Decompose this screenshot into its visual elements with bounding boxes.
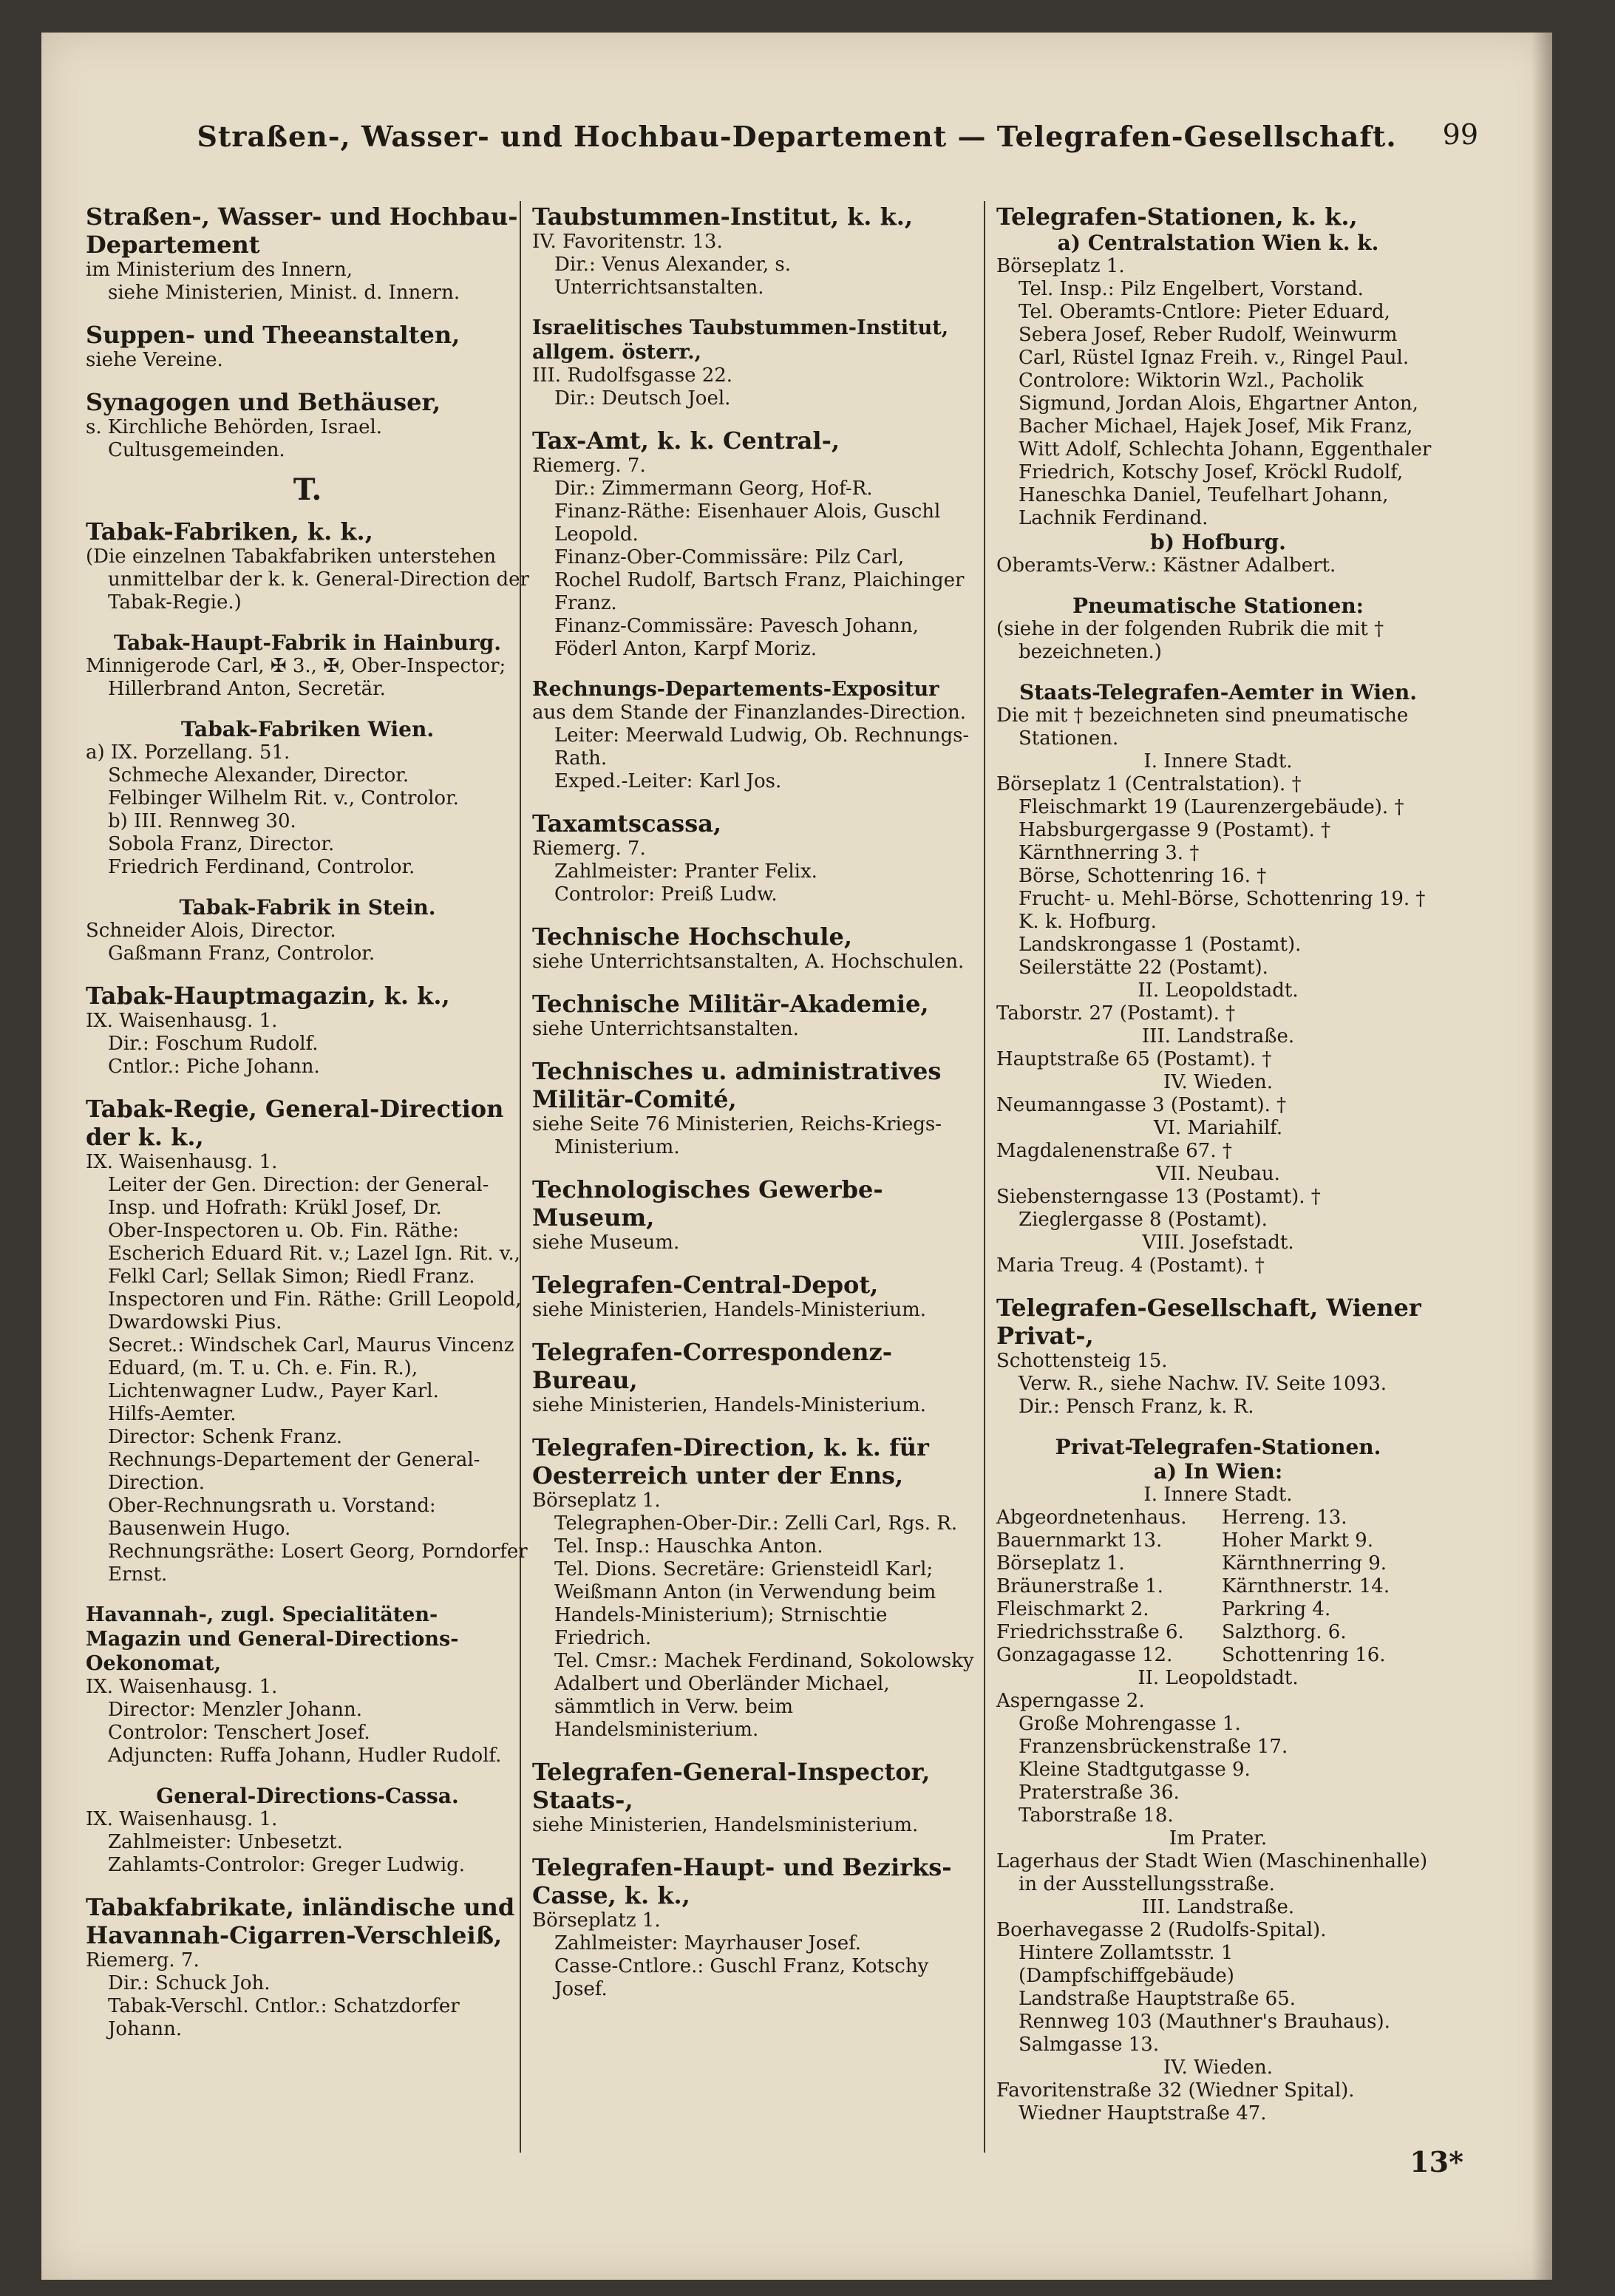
address-list: Magdalenenstraße 67. †	[996, 1140, 1232, 1162]
entry-heading: Taubstummen-Institut, k. k.,	[532, 203, 914, 231]
entry	[996, 1294, 1440, 1419]
entry-heading: Pneumatische Stationen:	[1072, 594, 1364, 618]
district-heading: IV. Wieden.	[1163, 1071, 1274, 1093]
district-heading: I. Innere Stadt.	[1143, 750, 1293, 772]
entry-heading: Telegrafen-General-Inspector, Staats-,	[532, 1758, 931, 1814]
address-item: Kärnthnerstr. 14.	[1222, 1575, 1390, 1597]
entry-text: Schottensteig 15. Verw. R., siehe Nachw. IV. Seite 1093. Dir.: Pensch Franz, k. R.	[996, 1350, 1387, 1418]
address-item: Bauernmarkt 13.	[996, 1529, 1163, 1552]
entry-heading: Technologisches Gewerbe-Museum,	[532, 1175, 883, 1232]
entry-text: Börseplatz 1. Telegraphen-Ober-Dir.: Zelli Carl, Rgs. R. Tel. Insp.: Hauschka Anton. Tel. Dions. Secretäre: Griensteidl Karl; Weißmann Anton (in Verwendung beim Handels-Ministerium); Strnischtie Friedrich. Tel. Cmsr.: Machek Ferdinand, Sokolowsky Adalbert und Oberländer Michael, sämmtlich in Verw. beim Handelsministerium.	[532, 1490, 974, 1741]
district-heading: IV. Wieden.	[1163, 2056, 1274, 2079]
entry-text: Riemerg. 7. Zahlmeister: Pranter Felix. Controlor: Preiß Ludw.	[532, 838, 817, 906]
entry	[532, 809, 976, 906]
entry-heading: Tabakfabrikate, inländische und Havannah-Cigarren-Verschleiß,	[86, 1893, 515, 1949]
entry	[86, 717, 529, 879]
address-list: Börseplatz 1 (Centralstation). † Fleischmarkt 19 (Laurenzergebäude). † Habsburgergasse 9 (Postamt). † Kärnthnerring 3. † Börse, Schottenring 16. † Frucht- u. Mehl-Börse, Schottenring 19. † K. k. Hofburg. Landskrongasse 1 (Postamt). Seilerstätte 22 (Postamt).	[996, 773, 1426, 979]
entry-text: Riemerg. 7. Dir.: Zimmermann Georg, Hof-R. Finanz-Räthe: Eisenhauer Alois, Guschl Leopold. Finanz-Ober-Commissäre: Pilz Carl, Rochel Rudolf, Bartsch Franz, Plaichinger Franz. Finanz-Commissäre: Pavesch Johann, Föderl Anton, Karpf Moriz.	[532, 455, 965, 660]
entry	[86, 517, 529, 614]
entry-text: IV. Favoritenstr. 13. Dir.: Venus Alexander, s. Unterrichtsanstalten.	[532, 231, 792, 299]
entry-text: (siehe in der folgenden Rubrik die mit † bezeichneten.)	[996, 618, 1384, 663]
entry-heading: Technische Hochschule,	[532, 923, 852, 951]
entry	[532, 1175, 976, 1254]
entry-text: siehe Ministerien, Handels-Ministerium.	[532, 1394, 926, 1416]
entry-text: siehe Museum.	[532, 1232, 680, 1254]
entry	[86, 982, 529, 1079]
address-item: Kärnthnerring 9.	[1222, 1552, 1387, 1575]
page-edge-shadow	[1531, 33, 1552, 2280]
entry	[86, 1095, 529, 1586]
entry	[532, 1853, 976, 2001]
entry-heading: Tabak-Fabrik in Stein.	[179, 895, 436, 920]
entry	[86, 631, 529, 701]
entry-subheading: a) In Wien:	[1153, 1459, 1283, 1484]
address-list: Asperngasse 2. Große Mohrengasse 1. Franzensbrückenstraße 17. Kleine Stadtgutgasse 9. Praterstraße 36. Taborstraße 18.	[996, 1690, 1288, 1827]
entry	[996, 680, 1440, 1277]
address-list: Maria Treug. 4 (Postamt). †	[996, 1254, 1265, 1277]
entry	[86, 321, 529, 372]
entry-text: IX. Waisenhausg. 1. Dir.: Foschum Rudolf. Cntlor.: Piche Johann.	[86, 1010, 320, 1078]
address-item: Schottenring 16.	[1222, 1644, 1386, 1666]
entry-text: siehe Ministerien, Handels-Ministerium.	[532, 1299, 926, 1321]
address-item: Parkring 4.	[1222, 1598, 1331, 1620]
entry	[532, 427, 976, 661]
address-item: Salzthorg. 6.	[1222, 1621, 1347, 1643]
entry	[532, 316, 976, 410]
entry	[532, 1433, 976, 1742]
entry-heading: Synagogen und Bethäuser,	[86, 388, 441, 416]
address-list: Taborstr. 27 (Postamt). †	[996, 1002, 1236, 1025]
running-title: Straßen-, Wasser- und Hochbau-Departement — Telegrafen-Gesellschaft.	[197, 120, 1397, 153]
address-item: Bräunerstraße 1.	[996, 1575, 1163, 1597]
address-list: Favoritenstraße 32 (Wiedner Spital). Wiedner Hauptstraße 47.	[996, 2079, 1355, 2125]
entry-text: siehe Unterrichtsanstalten, A. Hochschulen.	[532, 951, 965, 973]
entry	[996, 1435, 1440, 2125]
entry-text: IX. Waisenhausg. 1. Leiter der Gen. Direction: der General-Insp. und Hofrath: Krükl Josef, Dr. Ober-Inspectoren u. Ob. Fin. Räthe: Escherich Eduard Rit. v.; Lazel Ign. Rit. v., Felkl Carl; Sellak Simon; Riedl Franz. Inspectoren und Fin. Räthe: Grill Leopold, Dwardowski Pius. Secret.: Windschek Carl, Maurus Vincenz Eduard, (m. T. u. Ch. e. Fin. R.), Lichtenwagner Ludw., Payer Karl. Hilfs-Aemter. Director: Schenk Franz. Rechnungs-Departement der General-Direction. Ober-Rechnungsrath u. Vorstand: Bausenwein Hugo. Rechnungsräthe: Losert Georg, Porndorfer Ernst.	[86, 1151, 528, 1586]
address-item: Herreng. 13.	[1222, 1507, 1347, 1529]
entry	[532, 990, 976, 1041]
entry-text: siehe Unterrichtsanstalten.	[532, 1018, 799, 1040]
column-1	[86, 203, 529, 2057]
entry-heading: Suppen- und Theeanstalten,	[86, 321, 460, 349]
address-list: Hauptstraße 65 (Postamt). †	[996, 1048, 1272, 1070]
entry-heading: Straßen-, Wasser- und Hochbau-Departement	[86, 203, 518, 259]
entry-heading: Tabak-Fabriken Wien.	[180, 717, 435, 741]
entry-heading: Technische Militär-Akademie,	[532, 990, 929, 1018]
entry	[532, 923, 976, 974]
address-item: Fleischmarkt 2.	[996, 1598, 1149, 1620]
entry-text: Riemerg. 7. Dir.: Schuck Joh. Tabak-Verschl. Cntlor.: Schatzdorfer Johann.	[86, 1949, 460, 2040]
entry-text: siehe Ministerien, Handelsministerium.	[532, 1814, 919, 1836]
document-page	[41, 33, 1552, 2280]
column-2	[532, 203, 976, 2017]
entry	[86, 388, 529, 462]
entry-heading: Telegrafen-Central-Depot,	[532, 1271, 879, 1299]
entry-heading: Tabak-Regie, General-Direction der k. k.,	[86, 1095, 504, 1151]
page-number: 99	[1442, 118, 1478, 151]
entry-heading: Telegrafen-Direction, k. k. für Oesterreich unter der Enns,	[532, 1433, 929, 1490]
district-heading: I. Innere Stadt.	[1143, 1484, 1293, 1506]
column-3	[996, 203, 1440, 2142]
entry-heading: Havannah-, zugl. Specialitäten-Magazin und General-Directions-Oekonomat,	[86, 1603, 459, 1675]
address-list: Boerhavegasse 2 (Rudolfs-Spital). Hintere Zollamtsstr. 1 (Dampfschiffgebäude) Landstraße Hauptstraße 65. Rennweg 103 (Mauthner's Brauhaus). Salmgasse 13.	[996, 1919, 1390, 2056]
district-heading: VIII. Josefstadt.	[1142, 1232, 1294, 1254]
entry-heading: Telegrafen-Correspondenz-Bureau,	[532, 1338, 892, 1394]
entry-heading: Israelitisches Taubstummen-Institut, allgem. österr.,	[532, 316, 949, 364]
address-grid	[996, 1507, 1440, 1667]
entry	[86, 895, 529, 965]
entry-text: siehe Vereine.	[86, 349, 223, 371]
entry	[532, 1057, 976, 1159]
entry-heading: Staats-Telegrafen-Aemter in Wien.	[1019, 680, 1417, 704]
entry-heading: Tax-Amt, k. k. Central-,	[532, 427, 840, 455]
address-list: Siebensterngasse 13 (Postamt). † Zieglergasse 8 (Postamt).	[996, 1186, 1321, 1231]
district-heading: III. Landstraße.	[1141, 1025, 1295, 1047]
district-heading: VII. Neubau.	[1156, 1163, 1280, 1185]
district-heading: III. Landstraße.	[1141, 1896, 1295, 1918]
entry-heading: Tabak-Fabriken, k. k.,	[86, 517, 373, 546]
address-item: Abgeordnetenhaus.	[996, 1507, 1187, 1529]
entry-heading: Rechnungs-Departements-Expositur	[532, 678, 939, 701]
signature-mark: 13*	[1410, 2145, 1463, 2178]
entry-heading: Telegrafen-Haupt- und Bezirks-Casse, k. k.,	[532, 1853, 952, 1909]
entry-text: Börseplatz 1. Tel. Insp.: Pilz Engelbert, Vorstand. Tel. Oberamts-Cntlore: Pieter Eduard, Sebera Josef, Reber Rudolf, Weinwurm Carl, Rüstel Ignaz Freih. v., Ringel Paul. Controlore: Wiktorin Wzl., Pacholik Sigmund, Jordan Alois, Ehgartner Anton, Bacher Michael, Hajek Josef, Mik Franz, Witt Adolf, Schlechta Johann, Eggenthaler Friedrich, Kotschy Josef, Kröckl Rudolf, Haneschka Daniel, Teufelhart Johann, Lachnik Ferdinand.	[996, 255, 1432, 529]
section-letter: T.	[293, 472, 322, 507]
entry-heading: Tabak-Hauptmagazin, k. k.,	[86, 982, 450, 1010]
column-rule-2	[984, 201, 985, 2153]
entry-text: siehe Seite 76 Ministerien, Reichs-Kriegs-Ministerium.	[532, 1113, 942, 1158]
entry-heading: Technisches u. administratives Militär-Comité,	[532, 1057, 942, 1113]
entry-heading: Taxamtscassa,	[532, 809, 722, 838]
entry	[996, 594, 1440, 664]
entry-text: Oberamts-Verw.: Kästner Adalbert.	[996, 554, 1336, 577]
entry-text: Schneider Alois, Director. Gaßmann Franz, Controlor.	[86, 920, 375, 965]
entry-heading: Tabak-Haupt-Fabrik in Hainburg.	[114, 631, 501, 655]
address-list: Neumanngasse 3 (Postamt). †	[996, 1094, 1287, 1116]
district-heading: Im Prater.	[1169, 1827, 1268, 1850]
entry	[532, 1271, 976, 1322]
entry-text: s. Kirchliche Behörden, Israel. Cultusgemeinden.	[86, 416, 383, 461]
entry-text: Börseplatz 1. Zahlmeister: Mayrhauser Josef. Casse-Cntlore.: Guschl Franz, Kotschy Josef.	[532, 1909, 929, 2000]
entry-text: im Ministerium des Innern, siehe Ministerien, Minist. d. Innern.	[86, 259, 460, 304]
entry-heading: Privat-Telegrafen-Stationen.	[1055, 1435, 1381, 1459]
address-item: Hoher Markt 9.	[1222, 1529, 1373, 1552]
entry	[532, 677, 976, 793]
entry-text: a) IX. Porzellang. 51. Schmeche Alexander, Director. Felbinger Wilhelm Rit. v., Controlor. b) III. Rennweg 30. Sobola Franz, Director. Friedrich Ferdinand, Controlor.	[86, 741, 459, 878]
address-item: Börseplatz 1.	[996, 1552, 1125, 1575]
district-heading: VI. Mariahilf.	[1153, 1117, 1283, 1139]
address-list-right	[1222, 1507, 1440, 1667]
entry-text: (Die einzelnen Tabakfabriken unterstehen unmittelbar der k. k. General-Direction der Tabak-Regie.)	[86, 546, 529, 614]
entry-text: IX. Waisenhausg. 1. Zahlmeister: Unbesetzt. Zahlamts-Controlor: Greger Ludwig.	[86, 1808, 466, 1876]
entry-text: IX. Waisenhausg. 1. Director: Menzler Johann. Controlor: Tenschert Josef. Adjuncten: Ruffa Johann, Hudler Rudolf.	[86, 1676, 502, 1767]
entry-text: aus dem Stande der Finanzlandes-Direction. Leiter: Meerwald Ludwig, Ob. Rechnungs-Rath. Exped.-Leiter: Karl Jos.	[532, 702, 970, 792]
entry-heading: Telegrafen-Gesellschaft, Wiener Privat-,	[996, 1294, 1421, 1350]
entry-heading: Telegrafen-Stationen, k. k.,	[996, 203, 1358, 231]
entry-text: Die mit † bezeichneten sind pneumatische Stationen.	[996, 704, 1409, 750]
address-item: Gonzagagasse 12.	[996, 1644, 1173, 1666]
entry	[86, 203, 529, 305]
entry	[532, 203, 976, 299]
entry	[532, 1338, 976, 1417]
address-list-left	[996, 1507, 1214, 1667]
entry-text: Minnigerode Carl, ✠ 3., ✠, Ober-Inspector; Hillerbrand Anton, Secretär.	[86, 655, 506, 700]
entry	[532, 1758, 976, 1837]
district-heading: II. Leopoldstadt.	[1138, 979, 1299, 1002]
entry-text: III. Rudolfsgasse 22. Dir.: Deutsch Joel.	[532, 364, 733, 410]
entry-subheading: a) Centralstation Wien k. k.	[1057, 231, 1379, 255]
entry-subheading: b) Hofburg.	[1150, 530, 1286, 554]
address-list: Lagerhaus der Stadt Wien (Maschinenhalle) in der Ausstellungsstraße.	[996, 1850, 1428, 1895]
entry	[86, 1603, 529, 1767]
address-item: Friedrichsstraße 6.	[996, 1621, 1184, 1643]
district-heading: II. Leopoldstadt.	[1138, 1667, 1299, 1689]
entry	[86, 1784, 529, 1877]
entry-heading: General-Directions-Cassa.	[156, 1784, 459, 1808]
entry	[86, 1893, 529, 2041]
entry	[996, 203, 1440, 577]
